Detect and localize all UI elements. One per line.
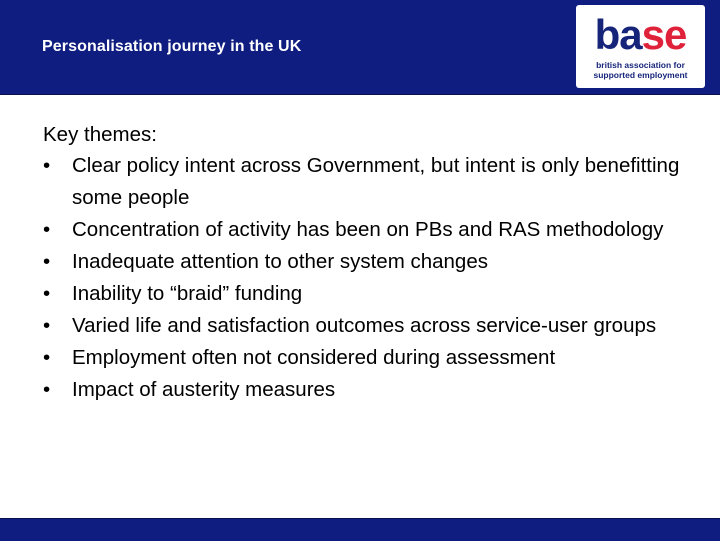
logo-wordmark xyxy=(576,11,705,58)
logo-tagline-line1: british association for xyxy=(596,60,685,70)
key-themes-heading: Key themes: xyxy=(43,123,157,146)
list-item-text: Clear policy intent across Government, but intent is only benefitting some people xyxy=(72,154,680,209)
bullet-icon: • xyxy=(43,378,51,401)
bullet-icon: • xyxy=(43,282,51,305)
themes-list xyxy=(43,150,693,406)
list-item-text: Employment often not considered during assessment xyxy=(72,346,556,369)
logo-tagline xyxy=(576,60,705,80)
header-bar xyxy=(0,0,720,95)
list-item xyxy=(43,278,693,310)
logo-wordmark-part2: se xyxy=(641,11,687,58)
bullet-icon: • xyxy=(43,346,51,369)
list-item xyxy=(43,214,693,246)
bullet-icon: • xyxy=(43,154,51,177)
list-item xyxy=(43,310,693,342)
list-item-text: Concentration of activity has been on PBs and RAS methodology xyxy=(72,218,664,241)
list-item xyxy=(43,150,693,214)
list-item-text: Varied life and satisfaction outcomes across service-user groups xyxy=(72,314,657,337)
list-item-text: Inadequate attention to other system changes xyxy=(72,250,488,273)
list-item-text: Impact of austerity measures xyxy=(72,378,336,401)
list-item xyxy=(43,374,693,406)
bullet-icon: • xyxy=(43,218,51,241)
list-item xyxy=(43,342,693,374)
base-logo xyxy=(576,5,705,88)
bullet-icon: • xyxy=(43,250,51,273)
slide-body xyxy=(43,120,693,406)
logo-wordmark-part1: ba xyxy=(594,11,642,58)
list-item-text: Inability to “braid” funding xyxy=(72,282,303,305)
footer-bar xyxy=(0,518,720,541)
logo-tagline-line2: supported employment xyxy=(593,70,688,80)
slide-title: Personalisation journey in the UK xyxy=(42,38,302,55)
list-item xyxy=(43,246,693,278)
bullet-icon: • xyxy=(43,314,51,337)
